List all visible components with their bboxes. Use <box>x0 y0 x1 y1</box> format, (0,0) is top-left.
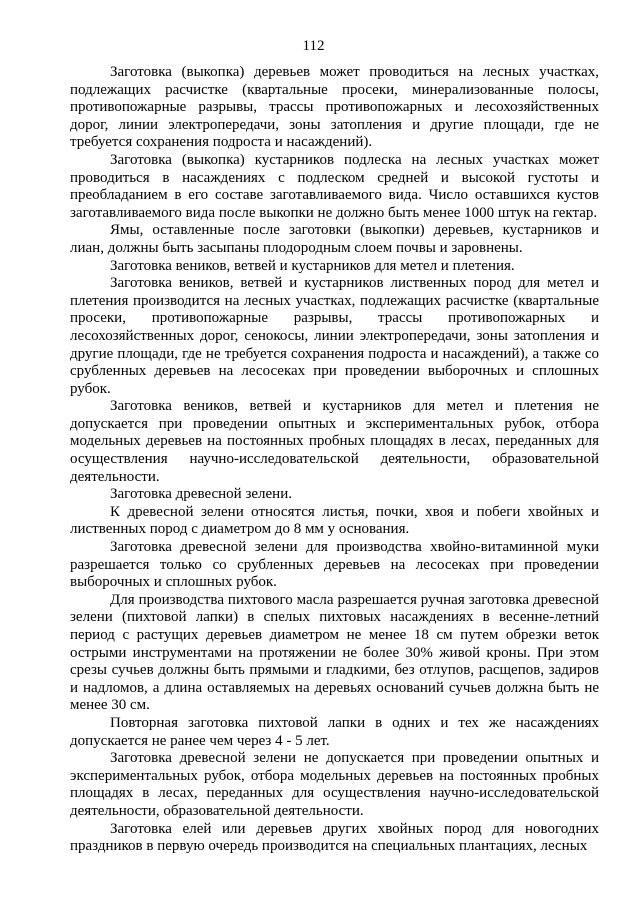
page-number: 112 <box>302 38 325 54</box>
paragraph: Повторная заготовка пихтовой лапки в одних и тех же насаждениях допускается не ранее чем через 4 - 5 лет. <box>70 714 599 749</box>
paragraph: Заготовка елей или деревьев других хвойных пород для новогодних праздников в первую очередь производится на специальных плантациях, лесных <box>70 820 599 855</box>
section-heading: Заготовка веников, ветвей и кустарников для метел и плетения. <box>110 257 515 274</box>
paragraph: К древесной зелени относятся листья, почки, хвоя и побеги хвойных и лиственных пород с диаметром до 8 мм у основания. <box>70 503 599 538</box>
paragraph: Заготовка веников, ветвей и кустарников для метел и плетения не допускается при проведении опытных и экспериментальных рубок, отбора модельных деревьев на постоянных пробных площадях в лесах, переданных для осуществления научно-исследовательской деятельности, образовательной деятельности. <box>70 398 599 485</box>
paragraph: Заготовка древесной зелени не допускается при проведении опытных и экспериментальных рубок, отбора модельных деревьев на постоянных пробных площадях в лесах, переданных для осуществления научно-исследовательской деятельности, образовательной деятельности. <box>70 750 599 819</box>
section-heading: Заготовка древесной зелени. <box>110 486 292 503</box>
paragraph: Заготовка (выкопка) деревьев может проводиться на лесных участках, подлежащих расчистке (квартальные просеки, минерализованные полосы, противопожарные разрывы, трассы противопожарных и лесохозяйственных дорог, линии электропередачи, зоны затопления и другие площади, где не требуется сохранения подроста и насаждений). <box>70 64 599 151</box>
paragraph: Заготовка (выкопка) кустарников подлеска на лесных участках может проводиться в насаждениях с подлеском средней и высокой густоты и преобладанием в его составе заготавливаемого вида. Число оставшихся кустов заготавливаемого вида после выкопки не должно быть менее 1000 штук на гектар. <box>70 151 599 221</box>
paragraph: Ямы, оставленные после заготовки (выкопки) деревьев, кустарников и лиан, должны быть засыпаны плодородным слоем почвы и заровнены. <box>70 222 599 256</box>
paragraph: Заготовка веников, ветвей и кустарников лиственных пород для метел и плетения производится на лесных участках, подлежащих расчистке (квартальные просеки, противопожарные разрывы, трассы противопожарных и лесохозяйственных дорог, сенокосы, линии электропередачи, зоны затопления и другие площади, где не требуется сохранения подроста и насаждений), а также со срубленных деревьев на лесосеках при проведении выборочных и сплошных рубок. <box>70 275 599 397</box>
paragraph: Для производства пихтового масла разрешается ручная заготовка древесной зелени (пихтовой лапки) в спелых пихтовых насаждениях в весенне-летний период с растущих деревьев диаметром не менее 18 см путем обрезки веток острыми инструментами на протяжении не более 30% живой кроны. При этом срезы сучьев должны быть прямыми и гладкими, без отлупов, расщепов, задиров и надломов, а длина оставляемых на деревьях оснований сучьев должна быть не менее 30 см. <box>70 591 599 714</box>
document-body <box>70 64 599 856</box>
paragraph: Заготовка древесной зелени для производства хвойно-витаминной муки разрешается только со срубленных деревьев на лесосеках при проведении выборочных и сплошных рубок. <box>70 539 599 591</box>
